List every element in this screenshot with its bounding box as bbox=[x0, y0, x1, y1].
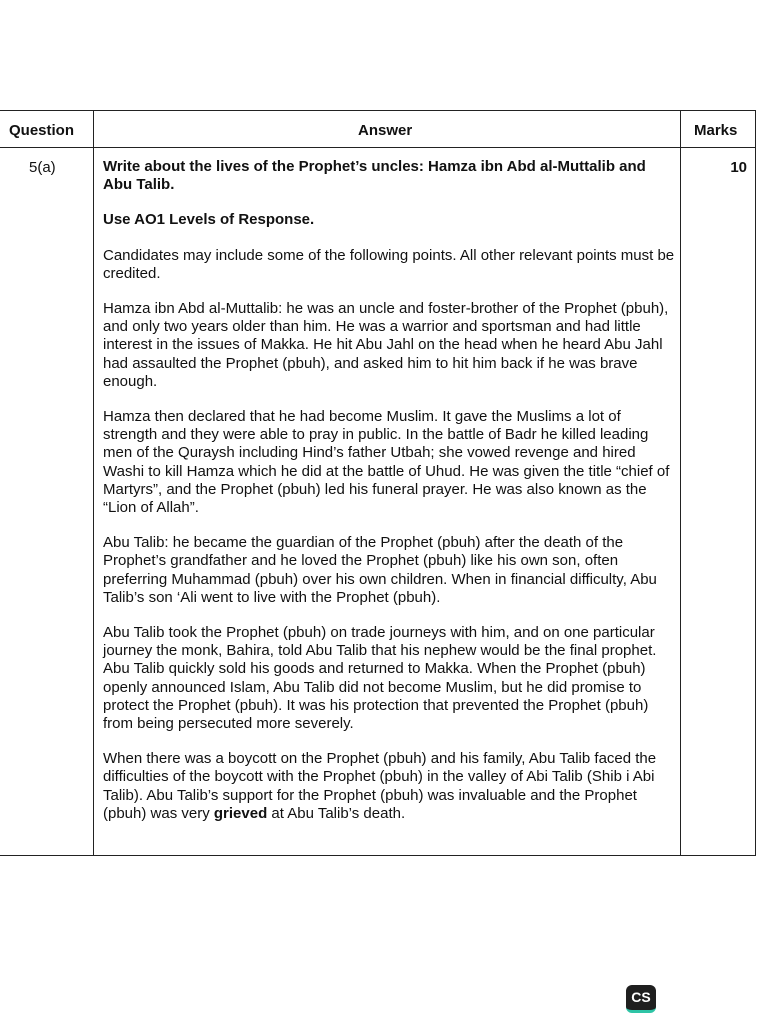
paragraph-text: at Abu Talib’s death. bbox=[267, 804, 406, 822]
column-divider bbox=[680, 111, 681, 855]
question-header: Question bbox=[9, 122, 75, 139]
abu-talib-paragraph-3 bbox=[103, 750, 678, 823]
question-number: 5(a) bbox=[29, 159, 56, 176]
cs-logo-icon: CS bbox=[626, 985, 656, 1013]
mark-scheme-table bbox=[0, 110, 756, 856]
answer-cell bbox=[103, 158, 678, 823]
answer-header: Answer bbox=[358, 122, 413, 139]
hamza-paragraph-2: Hamza then declared that he had become Muslim. It gave the Muslims a lot of strength and they were able to pray in public. In the battle of Badr he killed leading men of the Quraysh including Hind’s father Utbah; she vowed revenge and hired Washi to kill Hamza which he did at the battle of Uhud. He was given the title “chief of Martyrs”, and the Prophet (pbuh) led his funeral prayer. He was also known as the “Lion of Allah”. bbox=[103, 408, 670, 517]
question-prompt: Write about the lives of the Prophet’s uncles: Hamza ibn Abd al-Muttalib and Abu Talib. bbox=[103, 158, 646, 194]
column-divider bbox=[93, 111, 94, 855]
abu-talib-paragraph-2: Abu Talib took the Prophet (pbuh) on trade journeys with him, and on one particular journey the monk, Bahira, told Abu Talib that his nephew would be the final prophet. Abu Talib quickly sold his goods and returned to Makka. When the Prophet (pbuh) openly announced Islam, Abu Talib did not become Muslim, but he did promise to protect the Prophet (pbuh). It was his protection that prevented the Prophet (pbuh) from being persecuted more severely. bbox=[103, 624, 657, 733]
levels-instruction: Use AO1 Levels of Response. bbox=[103, 211, 315, 229]
intro-paragraph: Candidates may include some of the following points. All other relevant points must be credited. bbox=[103, 246, 675, 282]
emphasis-word: grieved bbox=[213, 804, 268, 822]
abu-talib-paragraph-1: Abu Talib: he became the guardian of the Prophet (pbuh) after the death of the Prophet’s grandfather and he loved the Prophet (pbuh) like his own son, often preferring Muhammad (pbuh) over his own children. When in financial difficulty, Abu Talib’s son ‘Ali went to live with the Prophet (pbuh). bbox=[103, 534, 657, 606]
hamza-paragraph-1: Hamza ibn Abd al-Muttalib: he was an uncle and foster-brother of the Prophet (pbuh), and only two years older than him. He was a warrior and sportsman and had little interest in the issues of Makka. He hit Abu Jahl on the head when he heard Abu Jahl had assaulted the Prophet (pbuh), and asked him to hit him back if he was brave enough. bbox=[103, 300, 669, 390]
marks-value: 10 bbox=[730, 159, 747, 176]
marks-header: Marks bbox=[694, 122, 738, 139]
header-divider bbox=[0, 147, 755, 148]
paragraph-text: When there was a boycott on the Prophet (pbuh) and his family, Abu Talib faced the difficulties of the boycott with the Prophet (pbuh) in the valley of Abi Talib (Shib i Abi Talib). Abu Talib’s support for the Prophet (pbuh) was invaluable and the Prophet (pbuh) was very bbox=[103, 750, 657, 822]
